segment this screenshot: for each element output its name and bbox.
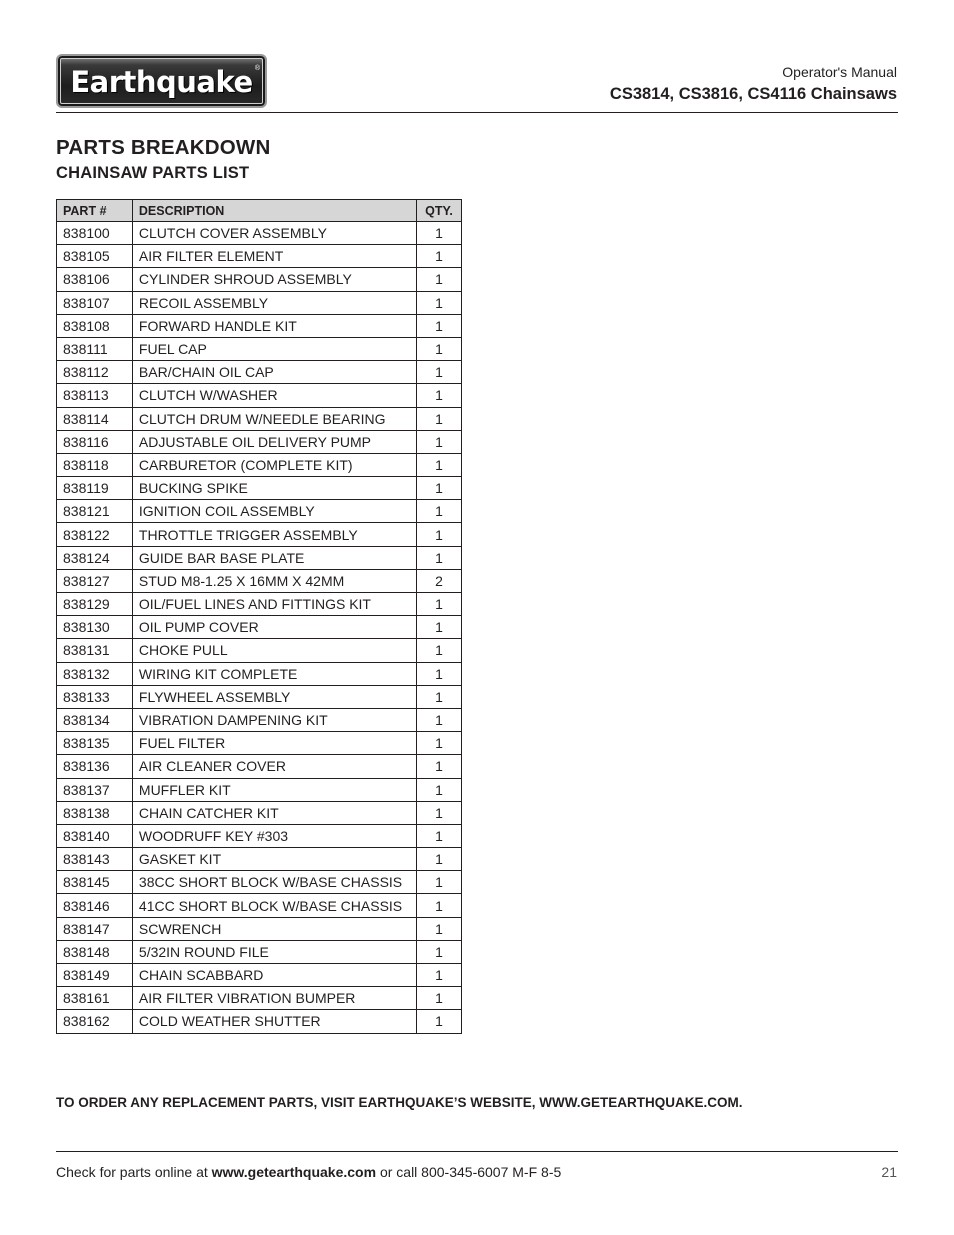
footer-suffix: or call 800-345-6007 M-F 8-5 bbox=[376, 1164, 562, 1180]
table-row bbox=[57, 593, 462, 616]
part-number-cell: 838114 bbox=[57, 407, 133, 430]
footer-divider bbox=[56, 1151, 898, 1152]
table-row bbox=[57, 639, 462, 662]
table-row bbox=[57, 268, 462, 291]
column-header-description: DESCRIPTION bbox=[132, 200, 416, 222]
part-number-cell: 838124 bbox=[57, 546, 133, 569]
part-number-cell: 838121 bbox=[57, 500, 133, 523]
earthquake-logo bbox=[56, 54, 267, 108]
quantity-cell: 1 bbox=[417, 477, 462, 500]
quantity-cell: 1 bbox=[417, 546, 462, 569]
part-number-cell: 838105 bbox=[57, 245, 133, 268]
description-cell: COLD WEATHER SHUTTER bbox=[132, 1010, 416, 1033]
order-note: TO ORDER ANY REPLACEMENT PARTS, VISIT EARTHQUAKE’S WEBSITE, WWW.GETEARTHQUAKE.COM. bbox=[56, 1095, 743, 1110]
part-number-cell: 838149 bbox=[57, 964, 133, 987]
quantity-cell: 1 bbox=[417, 871, 462, 894]
table-row bbox=[57, 848, 462, 871]
part-number-cell: 838111 bbox=[57, 337, 133, 360]
table-row bbox=[57, 1010, 462, 1033]
table-row bbox=[57, 314, 462, 337]
quantity-cell: 1 bbox=[417, 268, 462, 291]
table-row bbox=[57, 801, 462, 824]
table-row bbox=[57, 361, 462, 384]
table-row bbox=[57, 778, 462, 801]
description-cell: CLUTCH COVER ASSEMBLY bbox=[132, 222, 416, 245]
page-subtitle: CHAINSAW PARTS LIST bbox=[56, 164, 250, 182]
table-header-row bbox=[57, 200, 462, 222]
part-number-cell: 838132 bbox=[57, 662, 133, 685]
description-cell: SCWRENCH bbox=[132, 917, 416, 940]
part-number-cell: 838113 bbox=[57, 384, 133, 407]
footer-text bbox=[56, 1164, 561, 1180]
description-cell: CARBURETOR (COMPLETE KIT) bbox=[132, 453, 416, 476]
table-row bbox=[57, 685, 462, 708]
table-row bbox=[57, 708, 462, 731]
part-number-cell: 838131 bbox=[57, 639, 133, 662]
description-cell: IGNITION COIL ASSEMBLY bbox=[132, 500, 416, 523]
table-row bbox=[57, 291, 462, 314]
table-row bbox=[57, 662, 462, 685]
table-row bbox=[57, 546, 462, 569]
table-row bbox=[57, 987, 462, 1010]
part-number-cell: 838143 bbox=[57, 848, 133, 871]
part-number-cell: 838108 bbox=[57, 314, 133, 337]
description-cell: 38CC SHORT BLOCK W/BASE CHASSIS bbox=[132, 871, 416, 894]
quantity-cell: 1 bbox=[417, 337, 462, 360]
description-cell: 41CC SHORT BLOCK W/BASE CHASSIS bbox=[132, 894, 416, 917]
parts-table bbox=[56, 199, 462, 1034]
parts-table-body bbox=[57, 222, 462, 1034]
quantity-cell: 1 bbox=[417, 384, 462, 407]
page-number: 21 bbox=[881, 1164, 897, 1180]
description-cell: AIR FILTER VIBRATION BUMPER bbox=[132, 987, 416, 1010]
description-cell: GUIDE BAR BASE PLATE bbox=[132, 546, 416, 569]
quantity-cell: 1 bbox=[417, 917, 462, 940]
document-type: Operator's Manual bbox=[782, 64, 897, 80]
quantity-cell: 1 bbox=[417, 685, 462, 708]
header-divider bbox=[56, 112, 898, 113]
quantity-cell: 1 bbox=[417, 523, 462, 546]
quantity-cell: 1 bbox=[417, 894, 462, 917]
description-cell: MUFFLER KIT bbox=[132, 778, 416, 801]
part-number-cell: 838127 bbox=[57, 569, 133, 592]
table-row bbox=[57, 871, 462, 894]
table-row bbox=[57, 569, 462, 592]
quantity-cell: 1 bbox=[417, 222, 462, 245]
description-cell: FLYWHEEL ASSEMBLY bbox=[132, 685, 416, 708]
description-cell: CHAIN CATCHER KIT bbox=[132, 801, 416, 824]
table-row bbox=[57, 407, 462, 430]
table-row bbox=[57, 732, 462, 755]
quantity-cell: 1 bbox=[417, 593, 462, 616]
part-number-cell: 838112 bbox=[57, 361, 133, 384]
part-number-cell: 838119 bbox=[57, 477, 133, 500]
quantity-cell: 1 bbox=[417, 732, 462, 755]
page-title: PARTS BREAKDOWN bbox=[56, 136, 271, 159]
quantity-cell: 1 bbox=[417, 407, 462, 430]
table-row bbox=[57, 500, 462, 523]
description-cell: THROTTLE TRIGGER ASSEMBLY bbox=[132, 523, 416, 546]
table-row bbox=[57, 477, 462, 500]
quantity-cell: 1 bbox=[417, 291, 462, 314]
table-row bbox=[57, 824, 462, 847]
part-number-cell: 838134 bbox=[57, 708, 133, 731]
description-cell: FUEL CAP bbox=[132, 337, 416, 360]
footer-prefix: Check for parts online at bbox=[56, 1164, 212, 1180]
table-row bbox=[57, 964, 462, 987]
quantity-cell: 1 bbox=[417, 824, 462, 847]
description-cell: CHAIN SCABBARD bbox=[132, 964, 416, 987]
description-cell: WIRING KIT COMPLETE bbox=[132, 662, 416, 685]
part-number-cell: 838133 bbox=[57, 685, 133, 708]
quantity-cell: 1 bbox=[417, 778, 462, 801]
table-row bbox=[57, 430, 462, 453]
quantity-cell: 1 bbox=[417, 361, 462, 384]
description-cell: CLUTCH W/WASHER bbox=[132, 384, 416, 407]
description-cell: RECOIL ASSEMBLY bbox=[132, 291, 416, 314]
quantity-cell: 1 bbox=[417, 453, 462, 476]
quantity-cell: 1 bbox=[417, 1010, 462, 1033]
description-cell: WOODRUFF KEY #303 bbox=[132, 824, 416, 847]
quantity-cell: 1 bbox=[417, 987, 462, 1010]
part-number-cell: 838138 bbox=[57, 801, 133, 824]
description-cell: AIR CLEANER COVER bbox=[132, 755, 416, 778]
description-cell: CYLINDER SHROUD ASSEMBLY bbox=[132, 268, 416, 291]
part-number-cell: 838137 bbox=[57, 778, 133, 801]
part-number-cell: 838135 bbox=[57, 732, 133, 755]
part-number-cell: 838146 bbox=[57, 894, 133, 917]
description-cell: BUCKING SPIKE bbox=[132, 477, 416, 500]
column-header-part-number: PART # bbox=[57, 200, 133, 222]
quantity-cell: 1 bbox=[417, 848, 462, 871]
quantity-cell: 1 bbox=[417, 755, 462, 778]
quantity-cell: 1 bbox=[417, 964, 462, 987]
description-cell: FUEL FILTER bbox=[132, 732, 416, 755]
document-models: CS3814, CS3816, CS4116 Chainsaws bbox=[609, 85, 897, 103]
table-row bbox=[57, 940, 462, 963]
table-row bbox=[57, 245, 462, 268]
part-number-cell: 838147 bbox=[57, 917, 133, 940]
quantity-cell: 1 bbox=[417, 801, 462, 824]
part-number-cell: 838148 bbox=[57, 940, 133, 963]
table-row bbox=[57, 917, 462, 940]
description-cell: ADJUSTABLE OIL DELIVERY PUMP bbox=[132, 430, 416, 453]
part-number-cell: 838140 bbox=[57, 824, 133, 847]
description-cell: 5/32IN ROUND FILE bbox=[132, 940, 416, 963]
description-cell: CLUTCH DRUM W/NEEDLE BEARING bbox=[132, 407, 416, 430]
quantity-cell: 1 bbox=[417, 500, 462, 523]
table-row bbox=[57, 384, 462, 407]
description-cell: CHOKE PULL bbox=[132, 639, 416, 662]
description-cell: FORWARD HANDLE KIT bbox=[132, 314, 416, 337]
part-number-cell: 838145 bbox=[57, 871, 133, 894]
quantity-cell: 1 bbox=[417, 662, 462, 685]
table-row bbox=[57, 337, 462, 360]
table-row bbox=[57, 523, 462, 546]
quantity-cell: 1 bbox=[417, 708, 462, 731]
part-number-cell: 838130 bbox=[57, 616, 133, 639]
description-cell: OIL PUMP COVER bbox=[132, 616, 416, 639]
part-number-cell: 838136 bbox=[57, 755, 133, 778]
quantity-cell: 1 bbox=[417, 245, 462, 268]
table-row bbox=[57, 755, 462, 778]
part-number-cell: 838129 bbox=[57, 593, 133, 616]
column-header-quantity: QTY. bbox=[417, 200, 462, 222]
table-row bbox=[57, 894, 462, 917]
quantity-cell: 2 bbox=[417, 569, 462, 592]
part-number-cell: 838106 bbox=[57, 268, 133, 291]
quantity-cell: 1 bbox=[417, 639, 462, 662]
table-row bbox=[57, 616, 462, 639]
description-cell: AIR FILTER ELEMENT bbox=[132, 245, 416, 268]
quantity-cell: 1 bbox=[417, 430, 462, 453]
part-number-cell: 838100 bbox=[57, 222, 133, 245]
part-number-cell: 838161 bbox=[57, 987, 133, 1010]
footer-website-link[interactable]: www.getearthquake.com bbox=[211, 1164, 377, 1180]
description-cell: BAR/CHAIN OIL CAP bbox=[132, 361, 416, 384]
description-cell: STUD M8-1.25 X 16MM X 42MM bbox=[132, 569, 416, 592]
table-row bbox=[57, 222, 462, 245]
registered-mark: ® bbox=[254, 65, 260, 72]
description-cell: VIBRATION DAMPENING KIT bbox=[132, 708, 416, 731]
quantity-cell: 1 bbox=[417, 314, 462, 337]
part-number-cell: 838107 bbox=[57, 291, 133, 314]
part-number-cell: 838116 bbox=[57, 430, 133, 453]
part-number-cell: 838118 bbox=[57, 453, 133, 476]
description-cell: OIL/FUEL LINES AND FITTINGS KIT bbox=[132, 593, 416, 616]
quantity-cell: 1 bbox=[417, 616, 462, 639]
quantity-cell: 1 bbox=[417, 940, 462, 963]
logo-wordmark: Earthquake bbox=[70, 65, 253, 99]
part-number-cell: 838122 bbox=[57, 523, 133, 546]
table-row bbox=[57, 453, 462, 476]
part-number-cell: 838162 bbox=[57, 1010, 133, 1033]
description-cell: GASKET KIT bbox=[132, 848, 416, 871]
